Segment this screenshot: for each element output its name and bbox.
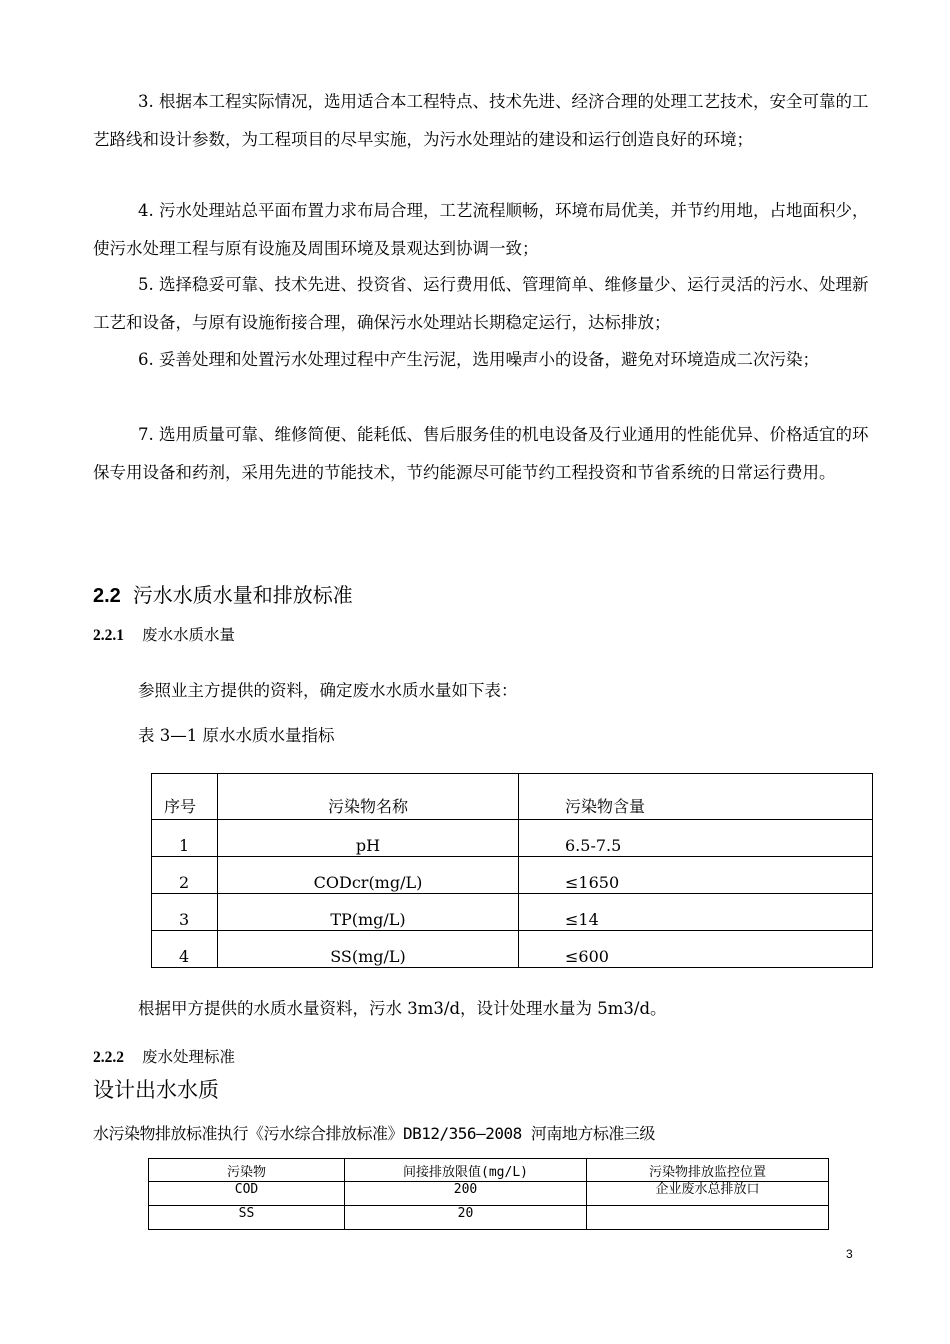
section-title: 污水水质水量和排放标准 bbox=[132, 583, 353, 607]
after-table-text: 根据甲方提供的水质水量资料，污水 3m3/d，设计处理水量为 5m3/d。 bbox=[138, 999, 667, 1018]
subsection-heading-2 bbox=[93, 1045, 235, 1067]
table-cell: ≤14 bbox=[519, 894, 873, 931]
table-cell: 4 bbox=[152, 931, 218, 968]
header-cell: 序号 bbox=[152, 774, 218, 820]
table-cell: 2 bbox=[152, 857, 218, 894]
header-cell: 污染物含量 bbox=[519, 774, 873, 820]
standard-text: 水污染物排放标准执行《污水综合排放标准》DB12/356—2008 河南地方标准三级 bbox=[93, 1124, 655, 1143]
table-header-row bbox=[149, 1159, 829, 1182]
header-cell: 污染物排放监控位置 bbox=[587, 1159, 829, 1182]
table-cell: ≤1650 bbox=[519, 857, 873, 894]
table-cell: SS(mg/L) bbox=[218, 931, 519, 968]
table-cell: SS bbox=[149, 1206, 345, 1230]
table-cell: COD bbox=[149, 1182, 345, 1206]
table-row bbox=[152, 820, 873, 857]
subsection-number: 2.2.2 bbox=[93, 1049, 124, 1066]
subsection-title: 废水处理标准 bbox=[142, 1048, 236, 1066]
paragraph-5: 5. 选择稳妥可靠、技术先进、投资省、运行费用低、管理简单、维修量少、运行灵活的污水、处理新工艺和设备，与原有设施衔接合理，确保污水处理站长期稳定运行，达标排放； bbox=[93, 275, 869, 332]
table-caption: 表 3—1 原水水质水量指标 bbox=[138, 726, 335, 745]
table-cell: pH bbox=[218, 820, 519, 857]
header-cell: 间接排放限值(mg/L) bbox=[345, 1159, 587, 1182]
table-header-row bbox=[152, 774, 873, 820]
table-cell: 20 bbox=[345, 1206, 587, 1230]
table-cell: 1 bbox=[152, 820, 218, 857]
page-number: 3 bbox=[846, 1247, 853, 1261]
table-cell bbox=[587, 1206, 829, 1230]
table-cell: 200 bbox=[345, 1182, 587, 1206]
section-heading bbox=[93, 579, 353, 608]
subsection-title: 废水水质水量 bbox=[142, 626, 236, 644]
discharge-standard-table bbox=[148, 1158, 829, 1230]
subsection-number: 2.2.1 bbox=[93, 627, 124, 644]
table-cell: 6.5-7.5 bbox=[519, 820, 873, 857]
table-cell: CODcr(mg/L) bbox=[218, 857, 519, 894]
table-cell: 3 bbox=[152, 894, 218, 931]
table-cell: 企业废水总排放口 bbox=[587, 1182, 829, 1206]
paragraph-4: 4. 污水处理站总平面布置力求布局合理，工艺流程顺畅，环境布局优美，并节约用地，占地面积少，使污水处理工程与原有设施及周围环境及景观达到协调一致； bbox=[93, 201, 869, 258]
table-cell: TP(mg/L) bbox=[218, 894, 519, 931]
table-row bbox=[152, 931, 873, 968]
table-row bbox=[149, 1206, 829, 1230]
table-cell: ≤600 bbox=[519, 931, 873, 968]
table-row bbox=[149, 1182, 829, 1206]
section-number: 2.2 bbox=[93, 585, 121, 607]
header-cell: 污染物 bbox=[149, 1159, 345, 1182]
water-quality-table bbox=[151, 773, 873, 968]
paragraph-3: 3. 根据本工程实际情况，选用适合本工程特点、技术先进、经济合理的处理工艺技术，安全可靠的工艺路线和设计参数，为工程项目的尽早实施，为污水处理站的建设和运行创造良好的环境； bbox=[93, 92, 869, 149]
header-cell: 污染物名称 bbox=[218, 774, 519, 820]
design-effluent-title: 设计出水水质 bbox=[93, 1078, 219, 1102]
paragraph-7: 7. 选用质量可靠、维修简便、能耗低、售后服务佳的机电设备及行业通用的性能优异、价格适宜的环保专用设备和药剂，采用先进的节能技术，节约能源尽可能节约工程投资和节省系统的日常运行费用。 bbox=[93, 425, 869, 482]
intro-text: 参照业主方提供的资料，确定废水水质水量如下表： bbox=[138, 681, 518, 700]
subsection-heading-1 bbox=[93, 623, 235, 645]
table-row bbox=[152, 894, 873, 931]
table-row bbox=[152, 857, 873, 894]
paragraph-6: 6. 妥善处理和处置污水处理过程中产生污泥，选用噪声小的设备，避免对环境造成二次污染； bbox=[138, 350, 819, 369]
